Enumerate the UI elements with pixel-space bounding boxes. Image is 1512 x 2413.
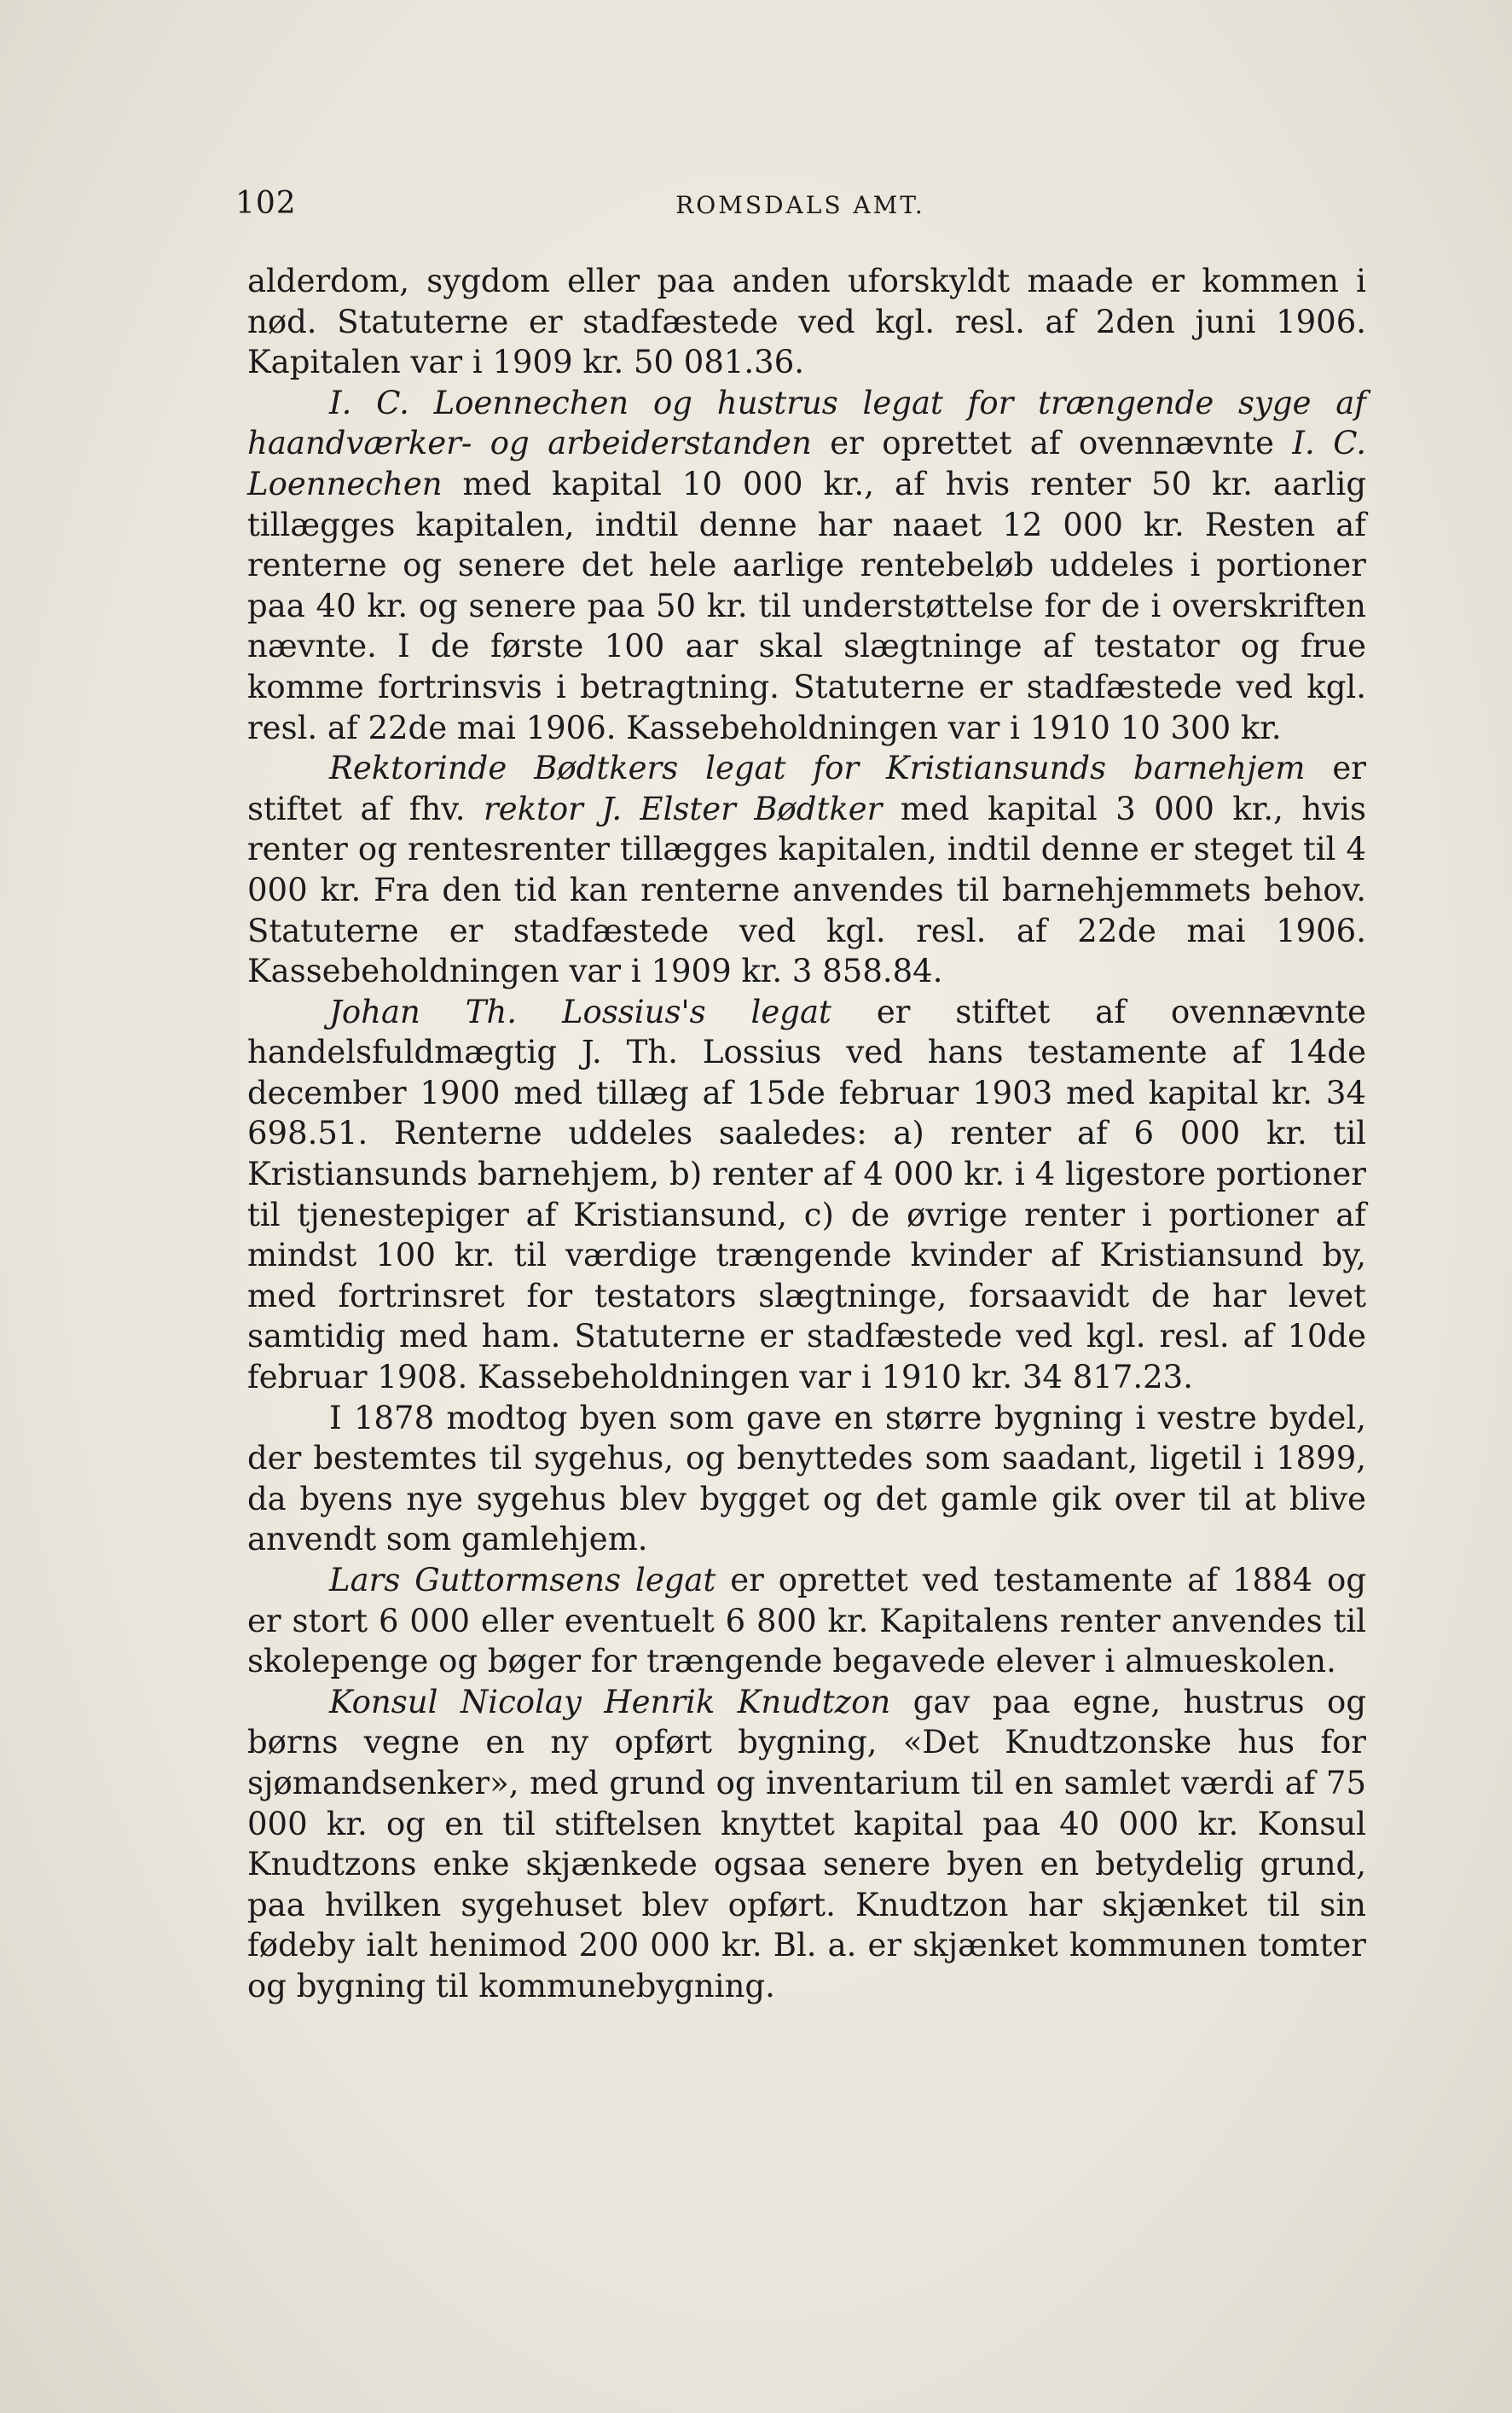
italic-run: Konsul Nicolay Henrik Knudtzon xyxy=(329,1683,891,1720)
italic-run: Johan Th. Lossius's legat xyxy=(329,993,831,1030)
paragraph xyxy=(247,383,1366,748)
body-text xyxy=(247,261,1366,2007)
paragraph xyxy=(247,992,1366,1398)
text-run: I 1878 modtog byen som gave en større bygning i vestre bydel, der bestemtes til sygehus, og benyttedes som saadant, ligetil i 1899, da byens nye sygehus blev bygget og det gamle gik over til at blive anvendt som gamlehjem. xyxy=(247,1399,1366,1558)
running-head: ROMSDALS AMT. xyxy=(675,191,925,219)
text-run: er oprettet ved testamente af 1884 og er stort 6 000 eller eventuelt 6 800 kr. Kapitalens renter anvendes til skolepenge og bøger for trængende begavede elever i almueskolen. xyxy=(247,1562,1367,1680)
italic-run: rektor J. Elster Bødtker xyxy=(484,790,883,827)
page-header xyxy=(235,186,1365,237)
text-run: med kapital 3 000 kr., hvis renter og rentesrenter tillægges kapitalen, indtil denne er steget til 4 000 kr. Fra den tid kan renterne anvendes til barnehjemmets behov. Statuterne er stadfæstede ved kgl. resl. af 22de mai 1906. Kassebeholdningen var i 1909 kr. 3 858.84. xyxy=(247,790,1366,990)
text-run: med kapital 10 000 kr., af hvis renter 50 kr. aarlig tillægges kapitalen, indtil denne har naaet 12 000 kr. Resten af renterne og senere det hele aarlige rentebeløb uddeles i portioner paa 40 kr. og senere paa 50 kr. til understøttelse for de i overskriften nævnte. I de første 100 aar skal slægtninge af testator og frue komme fortrinsvis i betragtning. Statuterne er stadfæstede ved kgl. resl. af 22de mai 1906. Kassebeholdningen var i 1910 10 300 kr. xyxy=(247,465,1366,746)
italic-run: I. C. Loennechen og hustrus legat for trængende syge af haandværker- og arbeiderstanden xyxy=(247,384,1366,462)
italic-run: Rektorinde Bødtkers legat for Kristiansunds barnehjem xyxy=(329,750,1306,787)
text-run: er stiftet af ovennævnte handelsfuldmægtig J. Th. Lossius ved hans testamente af 14de december 1900 med tillæg af 15de februar 1903 med kapital kr. 34 698.51. Renterne uddeles saaledes: a) renter af 6 000 kr. til Kristiansunds barnehjem, b) renter af 4 000 kr. i 4 ligestore portioner til tjenestepiger af Kristiansund, c) de øvrige renter i portioner af mindst 100 kr. til værdige trængende kvinder af Kristiansund by, med fortrinsret for testators slægtninge, forsaavidt de har levet samtidig med ham. Statuterne er stadfæstede ved kgl. resl. af 10de februar 1908. Kassebeholdningen var i 1910 kr. 34 817.23. xyxy=(247,993,1366,1396)
paragraph xyxy=(247,1398,1366,1560)
text-run: er stiftet af fhv. xyxy=(247,750,1366,827)
paragraph xyxy=(247,1560,1366,1682)
text-run: er oprettet af ovennævnte xyxy=(811,425,1293,462)
page-number: 102 xyxy=(235,186,297,221)
italic-run: I. C. Loennechen xyxy=(247,425,1366,502)
italic-run: Lars Guttormsens legat xyxy=(329,1562,716,1598)
paragraph xyxy=(247,1682,1366,2007)
text-run: alderdom, sygdom eller paa anden uforskyldt maade er kommen i nød. Statuterne er stadfæstede ved kgl. resl. af 2den juni 1906. Kapitalen var i 1909 kr. 50 081.36. xyxy=(247,263,1366,381)
text-run: gav paa egne, hustrus og børns vegne en ny opført bygning, «Det Knudtzonske hus for sjømandsenker», med grund og inventarium til en samlet værdi af 75 000 kr. og en til stiftelsen knyttet kapital paa 40 000 kr. Konsul Knudtzons enke skjænkede ogsaa senere byen en betydelig grund, paa hvilken sygehuset blev opført. Knudtzon har skjænket til sin fødeby ialt henimod 200 000 kr. Bl. a. er skjænket kommunen tomter og bygning til kommunebygning. xyxy=(247,1683,1366,2004)
paragraph xyxy=(247,261,1366,383)
paragraph xyxy=(247,748,1366,992)
